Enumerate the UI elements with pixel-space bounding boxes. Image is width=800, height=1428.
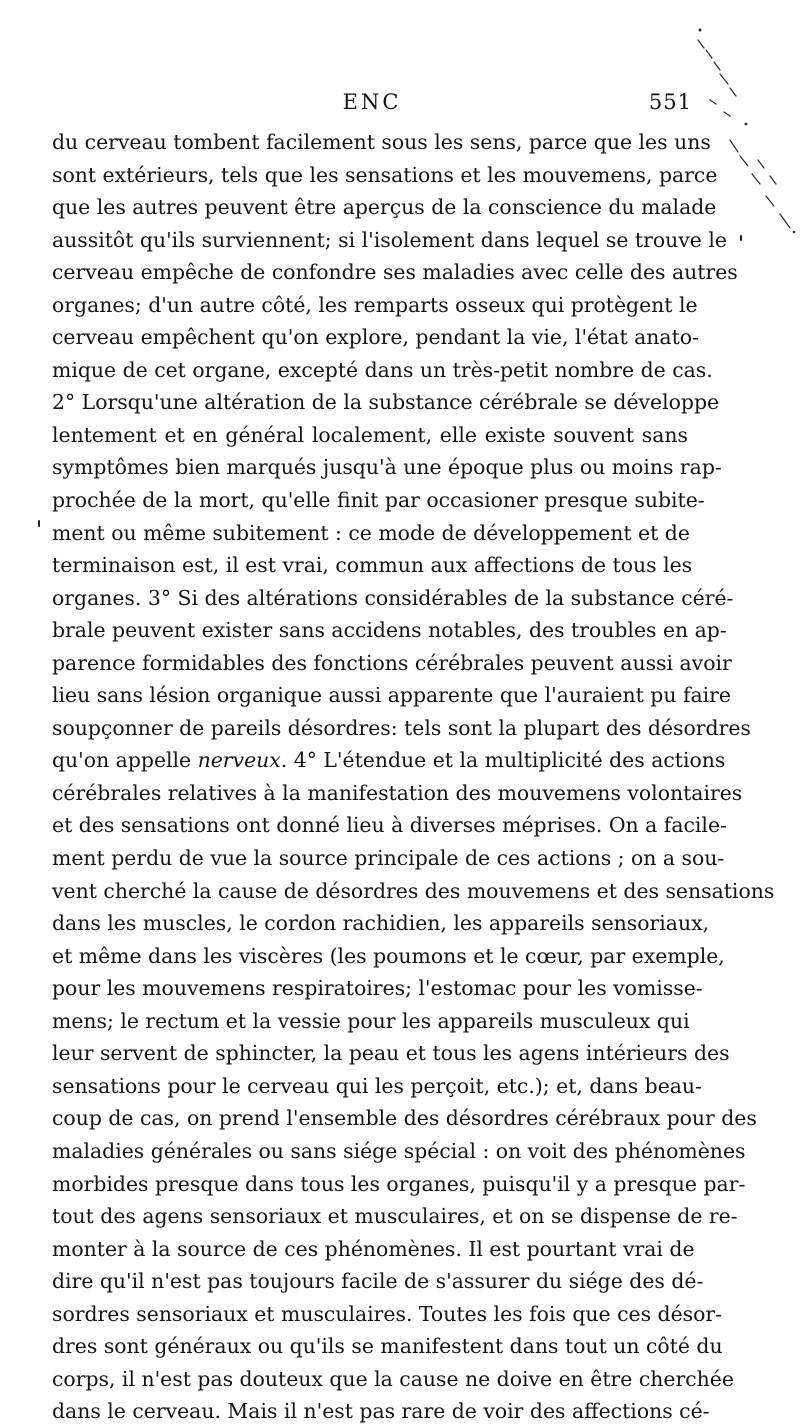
italic-word-nerveux: nerveux xyxy=(197,748,281,773)
text-line: monter à la source de ces phénomènes. Il est pourtant vrai de xyxy=(52,1236,695,1261)
text-line: morbides presque dans tous les organes, puisqu'il y a presque par- xyxy=(52,1171,746,1196)
text-line: sordres sensoriaux et musculaires. Toutes les fois que ces désor- xyxy=(52,1301,723,1326)
text-line: dans le cerveau. Mais il n'est pas rare de voir des affections cé- xyxy=(52,1399,710,1424)
text-line: terminaison est, il est vrai, commun aux affections de tous les xyxy=(52,553,693,578)
text-line: dans les muscles, le cordon rachidien, les appareils sensoriaux, xyxy=(52,911,710,936)
text-line: soupçonner de pareils désordres: tels sont la plupart des désordres xyxy=(52,715,751,740)
text-line: maladies générales ou sans siége spécial : on voit des phénomènes xyxy=(52,1138,746,1163)
text-line: du cerveau tombent facilement sous les sens, parce que les uns xyxy=(52,130,711,154)
text-line: mens; le rectum et la vessie pour les appareils musculeux qui xyxy=(52,1008,690,1033)
text-line: lentement et en général localement, elle existe souvent sans xyxy=(52,422,688,447)
page-number: 551 xyxy=(648,90,692,114)
running-title: ENC xyxy=(342,90,402,114)
margin-speck xyxy=(38,520,40,527)
running-head xyxy=(52,90,692,120)
text-line: cerveau empêche de confondre ses maladies avec celle des autres xyxy=(52,260,738,285)
text-line: sensations pour le cerveau qui les perçoit, etc.); et, dans beau- xyxy=(52,1073,702,1098)
text-line: et même dans les viscères (les poumons et le cœur, par exemple, xyxy=(52,943,725,968)
text-line: et des sensations ont donné lieu à diverses méprises. On a facile- xyxy=(52,813,727,838)
text-line: pour les mouvemens respiratoires; l'estomac pour les vomisse- xyxy=(52,976,703,1001)
body-text xyxy=(52,126,775,1428)
text-line: 2° Lorsqu'une altération de la substance cérébrale se développe xyxy=(52,390,720,415)
text-line: leur servent de sphincter, la peau et tous les agens intérieurs des xyxy=(52,1041,730,1066)
text-line: dres sont généraux ou qu'ils se manifestent dans tout un côté du xyxy=(52,1334,723,1359)
text-line: cérébrales relatives à la manifestation des mouvemens volontaires xyxy=(52,780,743,805)
text-line: corps, il n'est pas douteux que la cause ne doive en être cherchée xyxy=(52,1366,734,1391)
text-line: lieu sans lésion organique aussi apparente que l'auraient pu faire xyxy=(52,683,731,708)
text-line: sont extérieurs, tels que les sensations et les mouvemens, parce xyxy=(52,162,718,187)
text-line-italic-nerveux xyxy=(52,744,726,777)
text-line: organes. 3° Si des altérations considérables de la substance céré- xyxy=(52,585,734,610)
margin-speck xyxy=(740,235,742,241)
text-line: parence formidables des fonctions cérébrales peuvent aussi avoir xyxy=(52,650,732,675)
text-line: prochée de la mort, qu'elle finit par occasioner presque subite- xyxy=(52,488,705,513)
text-line: cerveau empêchent qu'on explore, pendant la vie, l'état anato- xyxy=(52,325,699,350)
text-line: vent cherché la cause de désordres des mouvemens et des sensations xyxy=(52,878,775,903)
text-line: ment perdu de vue la source principale de ces actions ; on a sou- xyxy=(52,846,725,871)
text-line: mique de cet organe, excepté dans un très-petit nombre de cas. xyxy=(52,357,713,382)
text-line: que les autres peuvent être aperçus de la conscience du malade xyxy=(52,195,717,220)
text-line: organes; d'un autre côté, les remparts osseux qui protègent le xyxy=(52,292,698,317)
text-line: ment ou même subitement : ce mode de développement et de xyxy=(52,520,690,545)
text-line: tout des agens sensoriaux et musculaires, et on se dispense de re- xyxy=(52,1204,738,1229)
text-line: symptômes bien marqués jusqu'à une époque plus ou moins rap- xyxy=(52,455,722,480)
line-suffix: . 4° L'étendue et la multiplicité des actions xyxy=(280,748,726,773)
text-line: coup de cas, on prend l'ensemble des désordres cérébraux pour des xyxy=(52,1106,757,1131)
text-line: brale peuvent exister sans accidens notables, des troubles en ap- xyxy=(52,618,727,643)
text-line: aussitôt qu'ils surviennent; si l'isolement dans lequel se trouve le xyxy=(52,227,727,252)
line-prefix: qu'on appelle xyxy=(52,748,198,773)
text-line: dire qu'il n'est pas toujours facile de s'assurer du siége des dé- xyxy=(52,1269,704,1294)
